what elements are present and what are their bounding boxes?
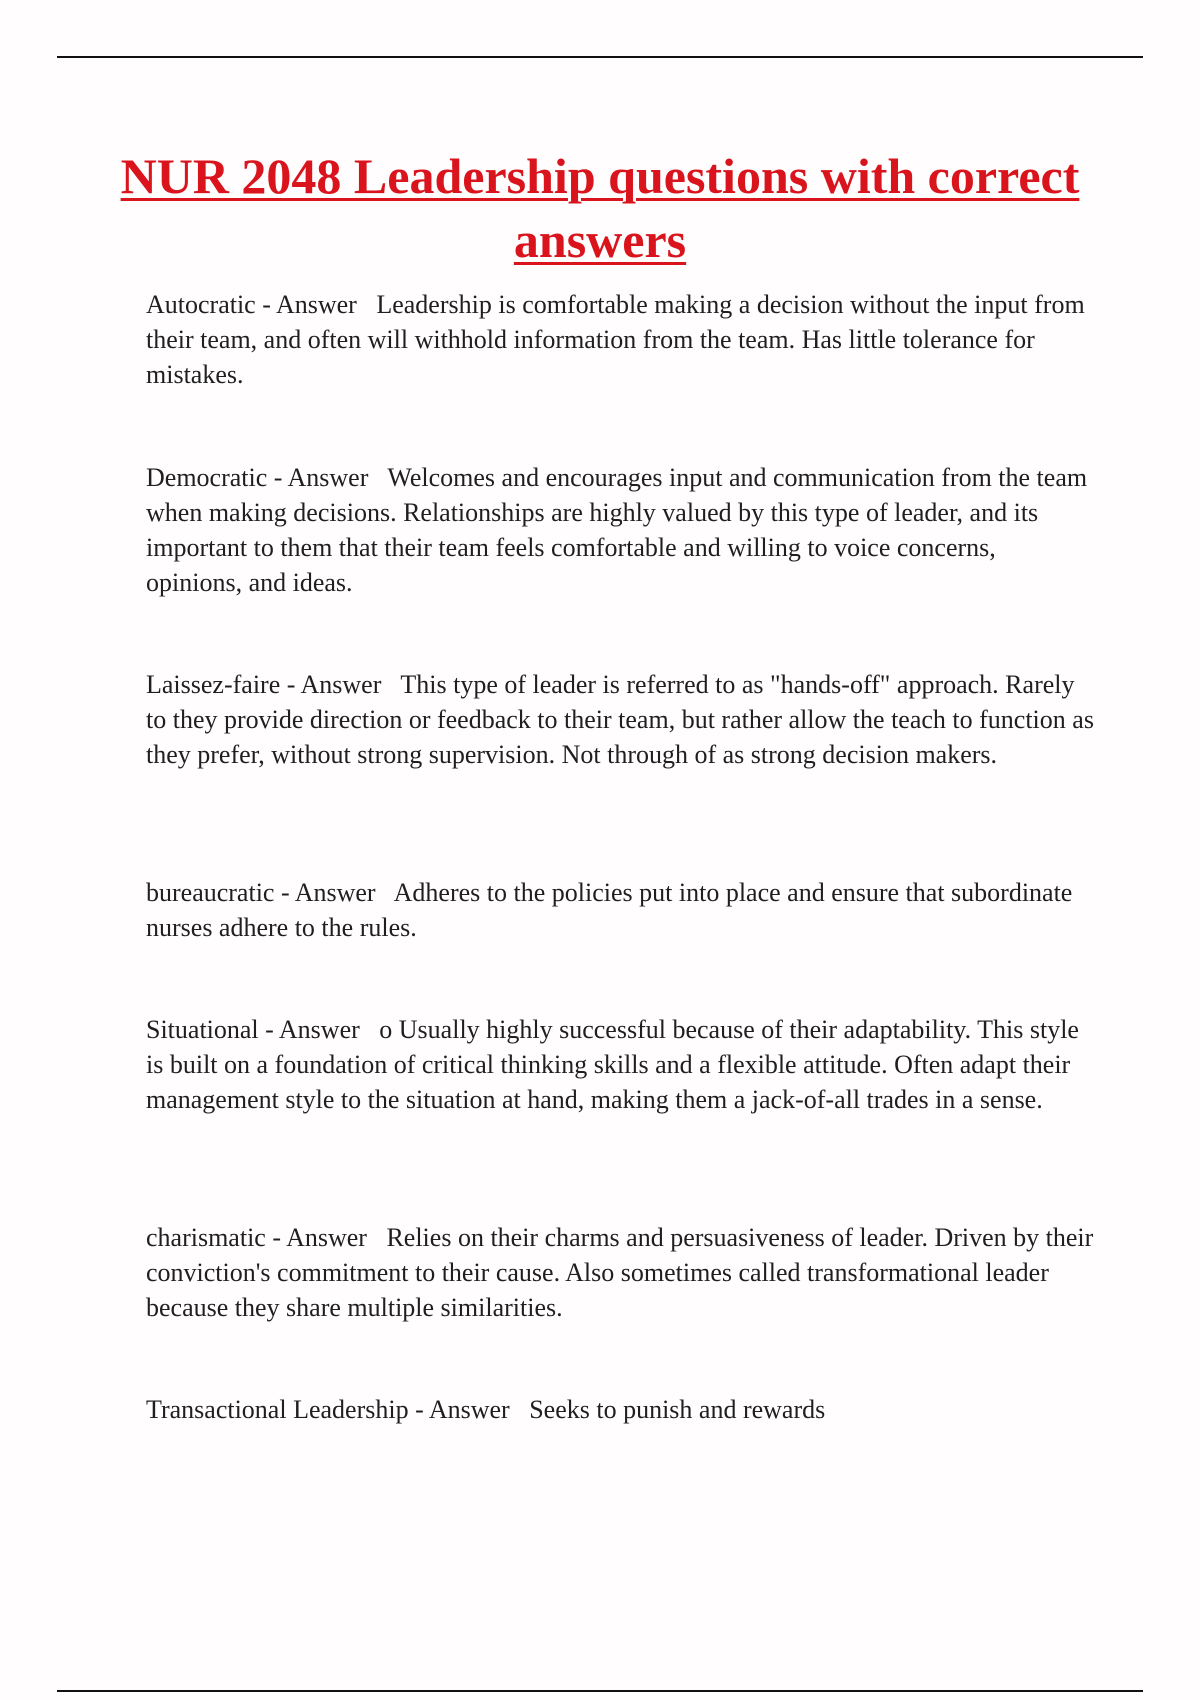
entry-term: Transactional Leadership bbox=[146, 1395, 409, 1424]
entry-term: Democratic bbox=[146, 463, 268, 492]
entry-label: Answer bbox=[286, 1223, 367, 1252]
entry-term: charismatic bbox=[146, 1223, 266, 1252]
entry-answer: Adheres to the policies put into place and ensure that subordinate nurses adhere to the rules. bbox=[146, 878, 1073, 942]
top-rule bbox=[57, 56, 1143, 58]
entry-label: Answer bbox=[278, 1015, 360, 1044]
entry-term: Situational bbox=[146, 1015, 259, 1044]
qa-entry-laissez-faire: Laissez-faire - Answer This type of leader is referred to as "hands-off" approach. Rarely to they provide direction or feedback to their team, but rather allow the teach to function as they prefer, without strong supervision. Not through of as strong decision makers. bbox=[146, 670, 1094, 769]
entry-label: Answer bbox=[275, 290, 357, 319]
entry-label: Answer bbox=[428, 1395, 510, 1424]
bottom-rule bbox=[57, 1690, 1143, 1692]
entry-term: bureaucratic bbox=[146, 878, 275, 907]
entry-answer: Leadership is comfortable making a decision without the input from their team, and often will withhold information from the team. Has little tolerance for mistakes. bbox=[146, 290, 1085, 389]
qa-entry-democratic: Democratic - Answer Welcomes and encourages input and communication from the team when making decisions. Relationships are highly valued by this type of leader, and its important to them that their team feels comfortable and willing to voice concerns, opinions, and ideas. bbox=[146, 463, 1088, 597]
entry-answer: This type of leader is referred to as "hands-off" approach. Rarely to they provide direction or feedback to their team, but rather allow the teach to function as they prefer, without strong supervision. Not through of as strong decision makers. bbox=[146, 670, 1094, 769]
qa-entry-transactional: Transactional Leadership - Answer Seeks to punish and rewards bbox=[146, 1395, 826, 1424]
entry-label: Answer bbox=[294, 878, 376, 907]
qa-entry-charismatic: charismatic - Answer Relies on their charms and persuasiveness of leader. Driven by their conviction's commitment to their cause. Also sometimes called transformational leader because they share multiple similarities. bbox=[146, 1223, 1094, 1322]
entry-label: Answer bbox=[300, 670, 382, 699]
qa-entry-autocratic: Autocratic - Answer Leadership is comfortable making a decision without the input from their team, and often will withhold information from the team. Has little tolerance for mistakes. bbox=[146, 290, 1085, 389]
entry-term: Autocratic bbox=[146, 290, 256, 319]
qa-entry-bureaucratic: bureaucratic - Answer Adheres to the policies put into place and ensure that subordinate nurses adhere to the rules. bbox=[146, 878, 1073, 942]
entry-answer: Relies on their charms and persuasiveness of leader. Driven by their conviction's commitment to their cause. Also sometimes called transformational leader because they share multiple similarities. bbox=[146, 1223, 1094, 1322]
entry-answer: Seeks to punish and rewards bbox=[529, 1395, 826, 1424]
entry-answer: Welcomes and encourages input and communication from the team when making decisions. Relationships are highly valued by this type of leader, and its important to them that their team feels comfortable and willing to voice concerns, opinions, and ideas. bbox=[146, 463, 1088, 597]
entry-term: Laissez-faire bbox=[146, 670, 281, 699]
entry-answer: o Usually highly successful because of their adaptability. This style is built on a foundation of critical thinking skills and a flexible attitude. Often adapt their management style to the situation at hand, making them a jack-of-all trades in a sense. bbox=[146, 1015, 1079, 1114]
page-title: NUR 2048 Leadership questions with correct answers bbox=[120, 148, 1080, 268]
entry-label: Answer bbox=[287, 463, 369, 492]
qa-entry-situational: Situational - Answer o Usually highly successful because of their adaptability. This style is built on a foundation of critical thinking skills and a flexible attitude. Often adapt their management style to the situation at hand, making them a jack-of-all trades in a sense. bbox=[146, 1015, 1079, 1114]
